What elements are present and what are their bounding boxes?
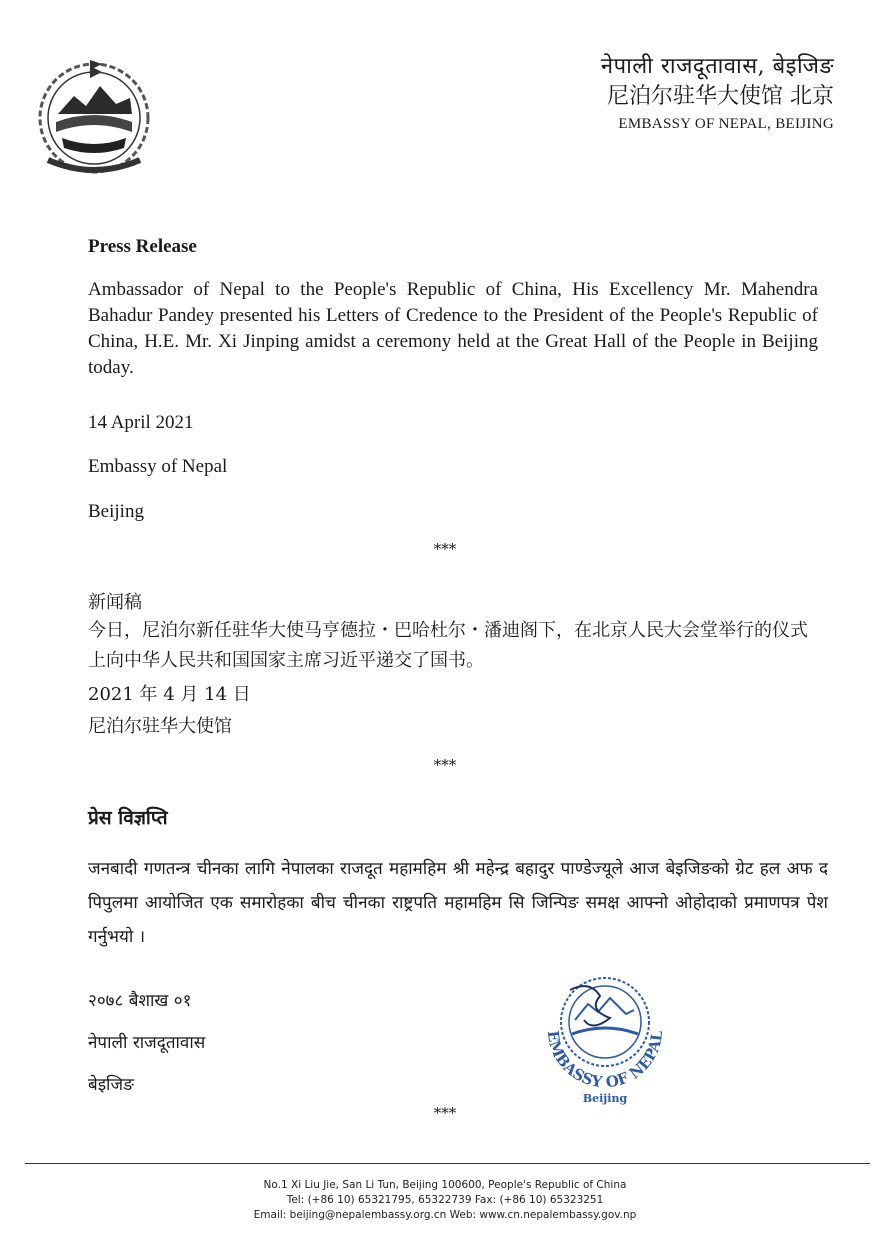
- stamp-city: Beijing: [582, 1092, 628, 1105]
- nepali-city: बेइजिङ: [88, 1075, 134, 1095]
- english-title: Press Release: [88, 236, 197, 257]
- letterhead-chinese: 尼泊尔驻华大使馆 北京: [607, 84, 834, 109]
- chinese-title: 新闻稿: [88, 592, 142, 613]
- stamp-arc-text: EMBASSY OF NEPAL: [543, 1029, 667, 1092]
- nepali-body: जनबादी गणतन्त्र चीनका लागि नेपालका राजदूत महामहिम श्री महेन्द्र बहादुर पाण्डेज्यूले आज बेइजिङको ग्रेट हल अफ द पिपुलमा आयोजित एक समारोहका बीच चीनका राष्ट्रपति महामहिम सि जिन्पिङ समक्ष आफ्नो ओहोदाको प्रमाणपत्र पेश गर्नुभयो ।: [88, 859, 828, 947]
- separator: ***: [433, 540, 457, 558]
- english-date: 14 April 2021: [88, 412, 194, 433]
- separator: ***: [433, 1104, 457, 1122]
- english-body: Ambassador of Nepal to the People's Republic of China, His Excellency Mr. Mahendra Bahadur Pandey presented his Letters of Credence to the President of the People's Republic of China, H.E. Mr. Xi Jinping amidst a ceremony held at the Great Hall of the People in Beijing today.: [88, 279, 818, 378]
- english-city: Beijing: [88, 501, 144, 522]
- chinese-body: 今日，尼泊尔新任驻华大使马亨德拉・巴哈杜尔・潘迪阁下，在北京人民大会堂举行的仪式上向中华人民共和国国家主席习近平递交了国书。: [88, 620, 808, 671]
- embassy-stamp-icon: [530, 960, 680, 1110]
- nepali-date: २०७८ बैशाख ०१: [88, 991, 192, 1011]
- letterhead-nepali: नेपाली राजदूतावास, बेइजिङ: [600, 54, 834, 79]
- letterhead: [601, 52, 834, 134]
- footer-contact: Email: beijing@nepalembassy.org.cn Web: www.cn.nepalembassy.gov.np: [253, 1209, 637, 1221]
- footer-phones: Tel: (+86 10) 65321795, 65322739 Fax: (+86 10) 65323251: [286, 1194, 604, 1206]
- chinese-issuer: 尼泊尔驻华大使馆: [88, 716, 232, 737]
- english-issuer: Embassy of Nepal: [88, 456, 228, 477]
- nepal-emblem-icon: [28, 52, 160, 176]
- nepali-issuer: नेपाली राजदूतावास: [88, 1033, 206, 1053]
- letterhead-english: EMBASSY OF NEPAL, BEIJING: [618, 116, 834, 132]
- footer-divider: [25, 1163, 870, 1164]
- separator: ***: [433, 756, 457, 774]
- footer: [0, 1178, 890, 1223]
- chinese-date: 2021 年 4 月 14 日: [88, 684, 251, 705]
- nepali-title: प्रेस विज्ञप्ति: [88, 807, 168, 829]
- footer-address: No.1 Xi Liu Jie, San Li Tun, Beijing 100600, People's Republic of China: [263, 1179, 627, 1191]
